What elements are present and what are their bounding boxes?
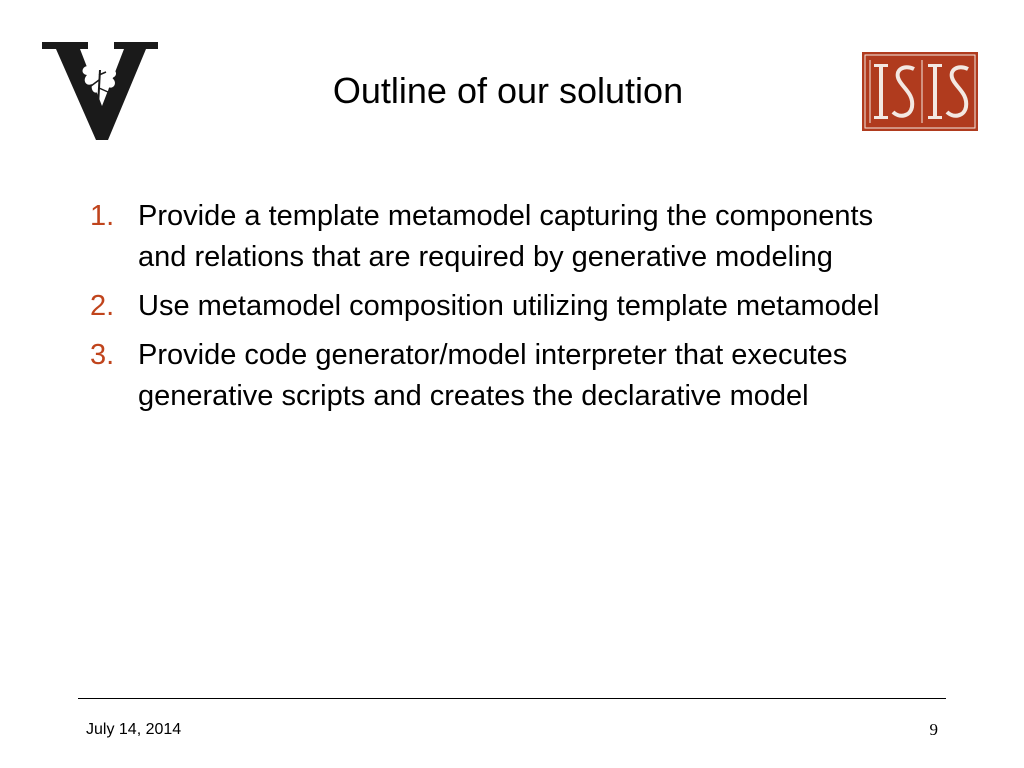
footer-date: July 14, 2014 bbox=[86, 721, 182, 738]
outline-item-text: Provide a template metamodel capturing the components and relations that are required by generative modeling bbox=[138, 200, 874, 273]
outline-list bbox=[90, 196, 890, 425]
isis-logo bbox=[862, 52, 978, 131]
outline-item bbox=[90, 286, 890, 327]
page-number: 9 bbox=[929, 720, 938, 739]
outline-item-number: 1. bbox=[90, 200, 115, 232]
outline-item-text: Use metamodel composition utilizing template metamodel bbox=[138, 290, 880, 322]
outline-item-text: Provide code generator/model interpreter that executes generative scripts and creates the declarative model bbox=[138, 339, 848, 412]
outline-item-number: 3. bbox=[90, 339, 115, 371]
footer-divider bbox=[78, 698, 946, 699]
outline-item bbox=[90, 335, 890, 417]
outline-item bbox=[90, 196, 890, 278]
outline-item-number: 2. bbox=[90, 290, 115, 322]
vanderbilt-v-logo bbox=[42, 42, 158, 140]
slide-title: Outline of our solution bbox=[332, 70, 684, 111]
